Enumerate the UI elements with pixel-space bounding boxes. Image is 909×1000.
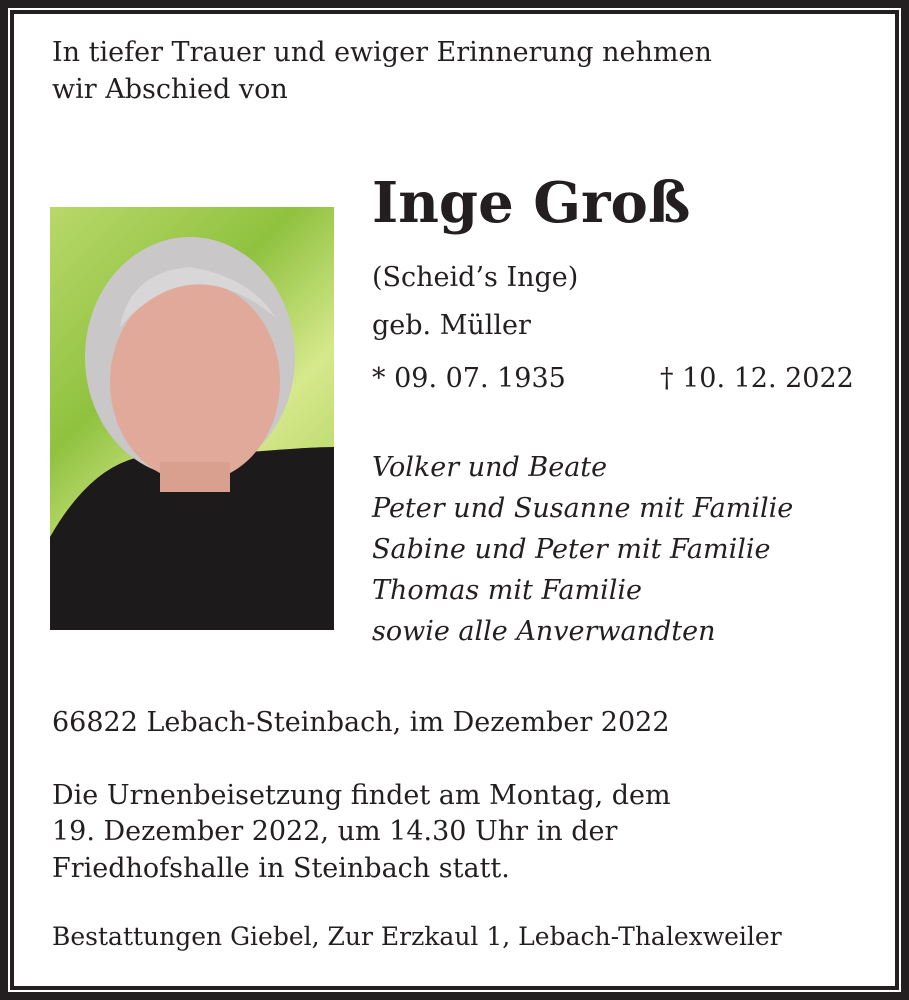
mourner: Peter und Susanne mit Familie [372,493,794,524]
portrait-photo [50,207,334,630]
intro-line: wir Abschied von [52,74,288,105]
birth-date: * 09. 07. 1935 [372,363,566,394]
place-date: 66822 Lebach-Steinbach, im Dezember 2022 [52,707,670,738]
death-date: † 10. 12. 2022 [660,363,854,394]
intro-line: In tiefer Trauer und ewiger Erinnerung nehmen [52,37,712,68]
deceased-name: Inge Groß [372,170,691,236]
maiden-name: geb. Müller [372,310,531,341]
undertaker: Bestattungen Giebel, Zur Erzkaul 1, Lebach-Thalexweiler [52,922,782,951]
ceremony-line: 19. Dezember 2022, um 14.30 Uhr in der [52,816,618,847]
mourner: Thomas mit Familie [372,575,642,606]
mourner: sowie alle Anverwandten [372,616,716,647]
nickname: (Scheid’s Inge) [372,262,579,293]
mourner: Sabine und Peter mit Familie [372,534,771,565]
portrait-image [50,207,334,630]
ceremony-line: Die Urnenbeisetzung findet am Montag, dem [52,780,671,811]
ceremony-line: Friedhofshalle in Steinbach statt. [52,853,510,884]
mourner: Volker und Beate [372,452,608,483]
